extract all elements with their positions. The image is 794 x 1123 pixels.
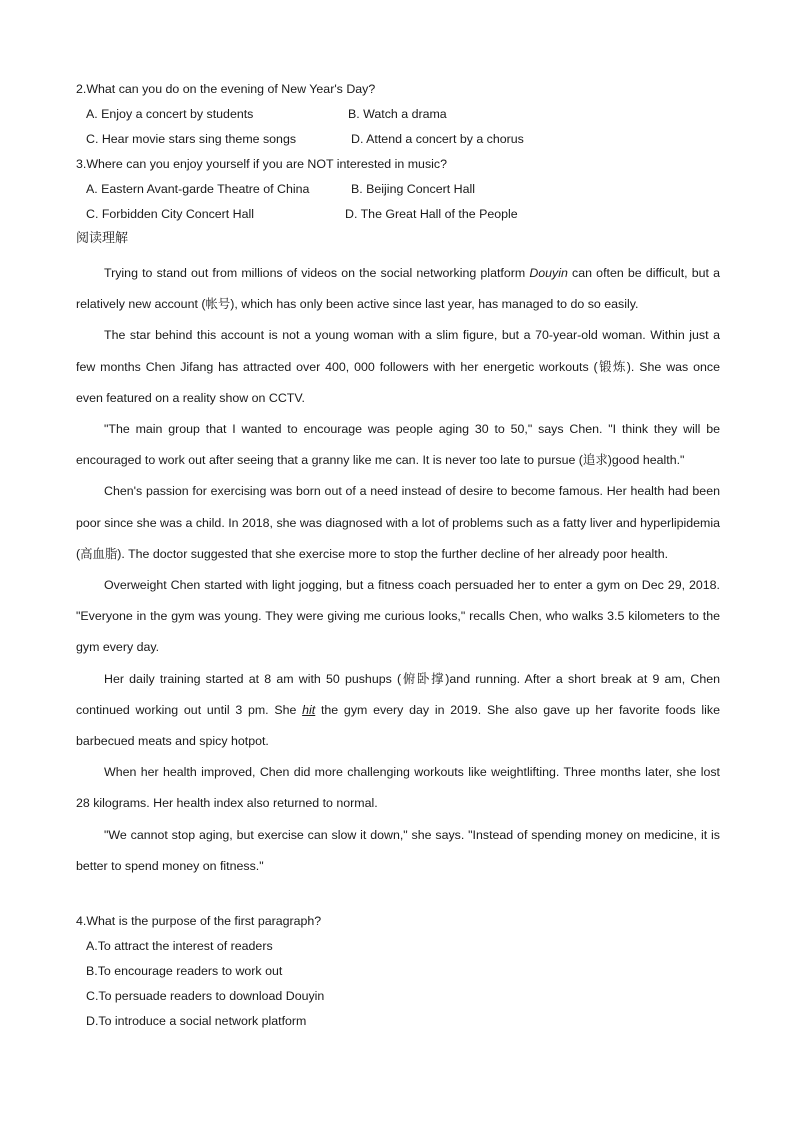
article-paragraph-8: "We cannot stop aging, but exercise can slow it down," she says. "Instead of spending money on medicine, it is better to spend money on fitness." [76, 827, 720, 873]
q4-option-b: B.To encourage readers to work out [86, 964, 283, 978]
question-3: 3.Where can you enjoy yourself if you are NOT interested in music? [76, 157, 447, 171]
question-4-block [76, 909, 324, 1034]
q2-option-d: D. Attend a concert by a chorus [351, 132, 524, 146]
p1-text-before: Trying to stand out from millions of videos on the social networking platform [104, 266, 530, 280]
q2-option-c: C. Hear movie stars sing theme songs [86, 132, 297, 146]
article-paragraph-7: When her health improved, Chen did more challenging workouts like weightlifting. Three months later, she lost 28 kilograms. Her health index also returned to normal. [76, 765, 720, 811]
reading-article [76, 258, 720, 882]
q3-option-d: D. The Great Hall of the People [345, 207, 518, 221]
article-paragraph-3: "The main group that I wanted to encourage was people aging 30 to 50," says Chen. "I think they will be encouraged to work out after seeing that a granny like me can. It is never too late to pursue (追求)good health." [76, 422, 720, 468]
q3-option-b: B. Beijing Concert Hall [351, 182, 475, 196]
section-title-reading: 阅读理解 [76, 230, 129, 245]
q4-option-c: C.To persuade readers to download Douyin [86, 989, 325, 1003]
article-paragraph-2: The star behind this account is not a young woman with a slim figure, but a 70-year-old woman. Within just a few months Chen Jifang has attracted over 400, 000 followers with her energetic workouts (锻炼). She was once even featured on a reality show on CCTV. [76, 328, 720, 405]
question-2: 2.What can you do on the evening of New Year's Day? [76, 82, 376, 96]
q4-option-d: D.To introduce a social network platform [86, 1014, 307, 1028]
p6-text-before: Her daily training started at 8 am with 50 pushups (俯卧撑)and running. After a short break at 9 am, Chen continued working out until 3 pm. She [76, 671, 720, 717]
q3-option-a: A. Eastern Avant-garde Theatre of China [86, 182, 310, 196]
p1-text-after: can often be difficult, but a relatively new account (帐号), which has only been active since last year, has managed to do so easily. [76, 266, 720, 312]
article-paragraph-1 [76, 258, 720, 320]
q2-option-b: B. Watch a drama [348, 107, 447, 121]
question-4: 4.What is the purpose of the first paragraph? [76, 914, 322, 928]
q3-option-c: C. Forbidden City Concert Hall [86, 207, 255, 221]
q4-option-a: A.To attract the interest of readers [86, 939, 273, 953]
article-paragraph-6 [76, 664, 720, 758]
article-paragraph-5: Overweight Chen started with light jogging, but a fitness coach persuaded her to enter a gym on Dec 29, 2018. "Everyone in the gym was young. They were giving me curious looks," recalls Chen, who walks 3.5 kilometers to the gym every day. [76, 578, 720, 655]
q2-option-a: A. Enjoy a concert by students [86, 107, 254, 121]
p6-underlined-word: hit [302, 702, 316, 717]
p1-platform-name: Douyin [529, 266, 568, 280]
p6-text-after: the gym every day in 2019. She also gave up her favorite foods like barbecued meats and spicy hotpot. [76, 702, 720, 749]
article-paragraph-4: Chen's passion for exercising was born out of a need instead of desire to become famous. Her health had been poor since she was a child. In 2018, she was diagnosed with a lot of problems such as a fatty liver and hyperlipidemia (高血脂). The doctor suggested that she exercise more to stop the further decline of her already poor health. [76, 484, 720, 561]
